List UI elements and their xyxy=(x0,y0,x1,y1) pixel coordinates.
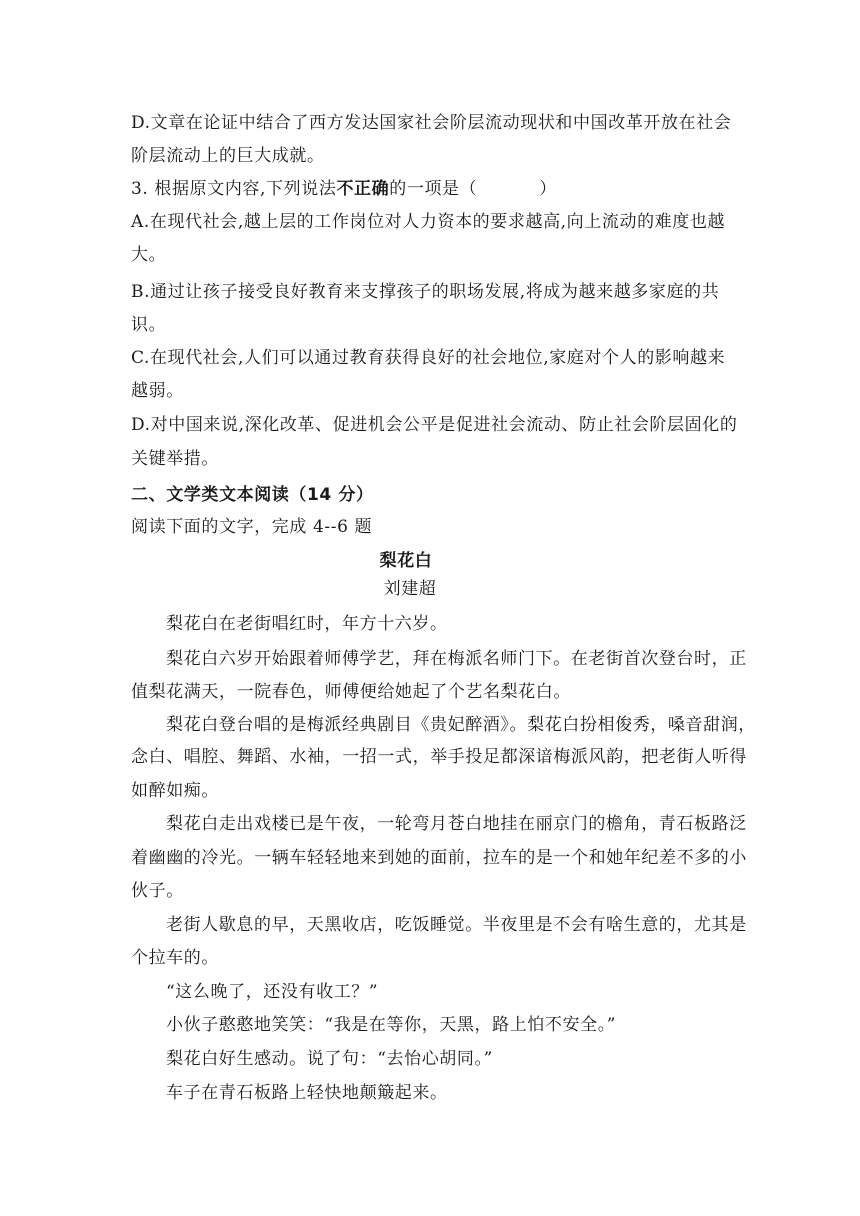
q3-option-b-line2: 识。 xyxy=(131,315,167,335)
q3-option-a-line2: 大。 xyxy=(131,245,167,265)
paragraph-3-line2: 念白、唱腔、舞蹈、水袖，一招一式，举手投足都深谙梅派风韵，把老街人听得 xyxy=(131,747,747,767)
section-instruction: 阅读下面的文字，完成 4--6 题 xyxy=(131,517,373,537)
q3-option-d-line1: D.对中国来说,深化改革、促进机会公平是促进社会流动、防止社会阶层固化的 xyxy=(131,415,738,435)
paragraph-4-line2: 着幽幽的冷光。一辆车轻轻地来到她的面前，拉车的是一个和她年纪差不多的小 xyxy=(131,848,747,868)
story-title: 梨花白 xyxy=(379,551,433,571)
q3-stem-before: 3. 根据原文内容,下列说法 xyxy=(131,179,337,199)
paragraph-5-line1: 老街人歇息的早，天黑收店，吃饭睡觉。半夜里是不会有啥生意的，尤其是 xyxy=(166,915,747,935)
paragraph-5-line2: 个拉车的。 xyxy=(131,948,219,968)
paragraph-8: 梨花白好生感动。说了句：“去怡心胡同。” xyxy=(166,1049,493,1069)
q3-option-d-line2: 关键举措。 xyxy=(131,449,219,469)
q3-stem xyxy=(131,178,557,200)
paragraph-4-line1: 梨花白走出戏楼已是午夜，一轮弯月苍白地挂在丽京门的檐角，青石板路泛 xyxy=(166,814,747,834)
paragraph-2-line2: 值梨花满天，一院春色，师傅便给她起了个艺名梨花白。 xyxy=(131,682,571,702)
paragraph-6: “这么晚了，还没有收工？” xyxy=(166,982,379,1002)
paragraph-9: 车子在青石板路上轻快地颠簸起来。 xyxy=(166,1083,448,1103)
section-heading: 二、文学类文本阅读（14 分） xyxy=(131,485,374,505)
q3-option-c-line2: 越弱。 xyxy=(131,381,184,401)
q3-option-a-line1: A.在现代社会,越上层的工作岗位对人力资本的要求越高,向上流动的难度也越 xyxy=(131,212,726,232)
paragraph-1: 梨花白在老街唱红时，年方十六岁。 xyxy=(166,614,448,634)
q3-stem-after: 的一项是（ xyxy=(389,179,478,199)
paragraph-3-line1: 梨花白登台唱的是梅派经典剧目《贵妃醉酒》。梨花白扮相俊秀，嗓音甜润， xyxy=(166,715,756,735)
story-author: 刘建超 xyxy=(383,579,437,599)
q3-option-b-line1: B.通过让孩子接受良好教育来支撑孩子的职场发展,将成为越来越多家庭的共 xyxy=(131,282,720,302)
paragraph-2-line1: 梨花白六岁开始跟着师傅学艺，拜在梅派名师门下。在老街首次登台时，正 xyxy=(166,649,747,669)
q3-stem-close: ） xyxy=(539,179,557,199)
paragraph-7: 小伙子憨憨地笑笑：“我是在等你，天黑，路上怕不安全。” xyxy=(166,1015,617,1035)
paragraph-3-line3: 如醉如痴。 xyxy=(131,781,219,801)
q2-option-d-line2: 阶层流动上的巨大成就。 xyxy=(131,146,325,166)
paragraph-4-line3: 伙子。 xyxy=(131,881,184,901)
q3-option-c-line1: C.在现代社会,人们可以通过教育获得良好的社会地位,家庭对个人的影响越来 xyxy=(131,348,726,368)
q2-option-d-line1: D.文章在论证中结合了西方发达国家社会阶层流动现状和中国改革开放在社会 xyxy=(131,113,732,133)
q3-stem-bold: 不正确 xyxy=(336,179,390,199)
